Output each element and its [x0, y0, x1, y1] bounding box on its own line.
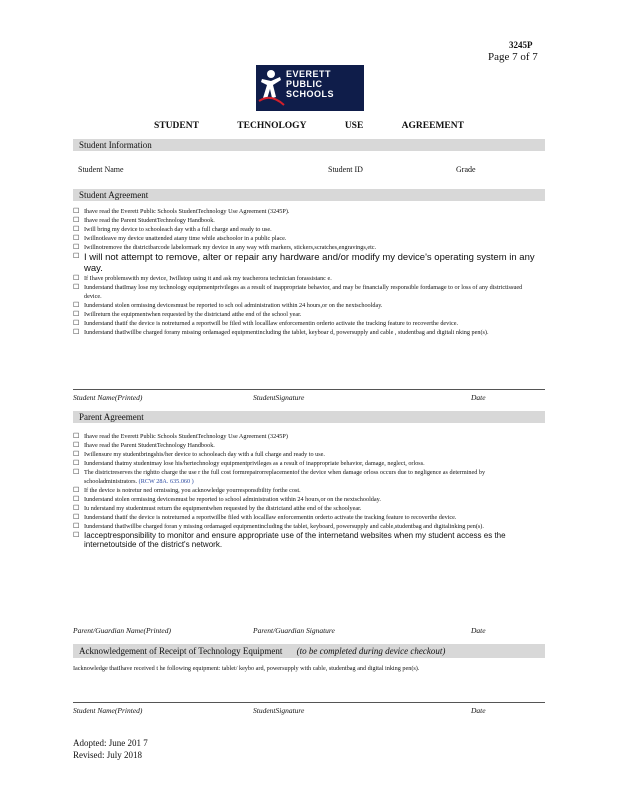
checkbox-icon[interactable]: ☐: [73, 274, 80, 282]
list-item: ☐ Iwill bring my device to schooleach day with a full charge and ready to use.: [73, 225, 272, 233]
revised-date: Revised: July 2018: [73, 750, 142, 760]
list-item: ☐ I will not attempt to remove, alter or repair any hardware and/or modify my device's operating system in any way.: [73, 252, 535, 274]
adopted-date: Adopted: June 201 7: [73, 738, 148, 748]
title-word-1: STUDENT: [154, 121, 199, 131]
section-student-information: Student Information: [73, 139, 545, 151]
list-item: ☐ Ihave read the Parent StudentTechnology Handbook.: [73, 441, 215, 449]
checkbox-icon[interactable]: ☐: [73, 468, 80, 476]
acknowledgement-note: (to be completed during device checkout): [296, 646, 446, 656]
checkbox-icon[interactable]: ☐: [73, 234, 80, 242]
checkbox-icon[interactable]: ☐: [73, 522, 80, 530]
logo-line-3: SCHOOLS: [286, 89, 335, 99]
section-student-agreement: Student Agreement: [73, 189, 545, 201]
checkbox-icon[interactable]: ☐: [73, 216, 80, 224]
acknowledgement-heading: Acknowledgement of Receipt of Technology Equipment: [79, 646, 283, 656]
person-figure-icon: [256, 65, 286, 111]
title-word-2: TECHNOLOGY: [237, 121, 307, 131]
grade-label: Grade: [456, 165, 476, 174]
list-item: ☐ Ihave read the Everett Public Schools StudentTechnology Use Agreement (3245P): [73, 432, 288, 440]
district-logo: [256, 65, 364, 111]
checkbox-icon[interactable]: ☐: [73, 310, 80, 318]
ack-date-label: Date: [471, 706, 486, 715]
checkbox-icon[interactable]: ☐: [73, 450, 80, 458]
checkbox-icon[interactable]: ☐: [73, 225, 80, 233]
list-item: ☐ Iwillensure my studentbringshis/her device to schooleach day with a full charge and ready to use.: [73, 450, 325, 458]
section-parent-agreement: Parent Agreement: [73, 411, 545, 423]
checkbox-icon[interactable]: ☐: [73, 459, 80, 467]
checkbox-icon[interactable]: ☐: [73, 504, 80, 512]
parent-agreement-list: [73, 432, 538, 549]
checkbox-icon[interactable]: ☐: [73, 441, 80, 449]
policy-code: 3245P: [509, 40, 533, 50]
list-item: ☐ Iacceptresponsibility to monitor and ensure appropriate use of the internetand websites when my student access es the internetoutside of the district's network.: [73, 531, 506, 549]
list-item: ☐ If the device is notretur ned ormissing, you acknowledge yourresponsibility forthe cost.: [73, 486, 301, 494]
ack-name-printed-label: Student Name(Printed): [73, 706, 143, 715]
rcw-reference-link[interactable]: (RCW 28A. 635.060 ): [138, 478, 194, 485]
list-item: ☐ Iunderstand stolen ormissing devicesmust be reported to school administration within 24 hours,or on the nextschoolday.: [73, 495, 381, 503]
list-item: ☐ Ihave read the Everett Public Schools StudentTechnology Use Agreement (3245P).: [73, 207, 290, 215]
list-item: ☐ Iunderstand thatif the device is notreturned a reportwill be filed with localllaw enforcementin orderto activate the tracking feature to recoverthe device.: [73, 319, 459, 327]
page-number: Page 7 of 7: [488, 51, 538, 63]
checkbox-icon[interactable]: ☐: [73, 495, 80, 503]
list-item: ☐ Iunderstand thatIwillbe charged foran y missing ordamaged equipmentincluding the tablet, keyboard, powersupply and cable,studentbag and digitalinking pen(s).: [73, 522, 484, 530]
acknowledgement-signature-line[interactable]: [73, 702, 545, 703]
list-item: ☐ Ihave read the Parent StudentTechnology Handbook.: [73, 216, 215, 224]
title-word-4: AGREEMENT: [401, 121, 464, 131]
student-signature-line[interactable]: [73, 389, 545, 390]
list-item: ☐ Iunderstand thatIwillbe charged forany missing ordamaged equipmentincluding the tablet, keyboar d, powersupply and cable , studentbag and digitali nking pen(s).: [73, 328, 489, 336]
checkbox-icon[interactable]: ☐: [73, 513, 80, 521]
list-item: ☐ Iwillreturn the equipmentwhen requested by the districtand atthe end of the school year.: [73, 310, 302, 318]
list-item: ☐ Iwillnotremove the districtbarcode labelormark my device in any way with markers, stickers,scratches,engravings,etc.: [73, 243, 377, 251]
checkbox-icon[interactable]: ☐: [73, 486, 80, 494]
student-signature-label: StudentSignature: [253, 393, 305, 402]
checkbox-icon[interactable]: ☐: [73, 531, 80, 539]
section-acknowledgement: [73, 644, 545, 658]
student-name-printed-label: Student Name(Printed): [73, 393, 143, 402]
logo-line-2: PUBLIC: [286, 79, 323, 89]
acknowledgement-text: Iacknowledge thatIhave received t he following equipment: tablet/ keybo ard, powersupply with cable, studentbag and digital inking pen(s).: [73, 665, 420, 672]
list-item: ☐ Iu nderstand my studentmust return the equipmentwhen requested by the districtand atthe end of the schoolyear.: [73, 504, 362, 512]
ack-signature-label: StudentSignature: [253, 706, 305, 715]
checkbox-icon[interactable]: ☐: [73, 432, 80, 440]
checkbox-icon[interactable]: ☐: [73, 319, 80, 327]
logo-line-1: EVERETT: [286, 69, 332, 79]
title-word-3: USE: [344, 121, 364, 131]
document-title: [0, 121, 618, 131]
checkbox-icon[interactable]: ☐: [73, 252, 80, 260]
list-item: ☐ Iunderstand stolen ormissing devicesmust be reported to sch ool administration within 24 hours,or on the nextschoolday.: [73, 301, 383, 309]
checkbox-icon[interactable]: ☐: [73, 283, 80, 291]
parent-name-printed-label: Parent/Guardian Name(Printed): [73, 626, 171, 635]
checkbox-icon[interactable]: ☐: [73, 301, 80, 309]
student-agreement-list: [73, 207, 538, 337]
list-item: ☐ Iunderstand thatImay lose my technology equipmentprivileges as a result of inappropriate behavior, and may be financially responsible fordamage to or loss of any districtissued device.: [73, 283, 523, 300]
list-item: ☐ Iunderstand thatmy studentmay lose his/hertechnology equipmentprivileges as a result of inappropriate behavior, damage, neglect, orloss.: [73, 459, 425, 467]
list-item: ☐ Iunderstand thatif the device is notreturned a reportwillbe filed with localllaw enforcementin orderto activate the tracking feature to recoverthe device.: [73, 513, 457, 521]
student-id-label: Student ID: [328, 165, 363, 174]
list-item: ☐ The districtreserves the rightto charge the use r the full cost formrepairorreplacementof the device when damage orloss occurs due to negligence as determined by schooladministrators. (RCW 28A. 635.060 ): [73, 468, 486, 485]
checkbox-icon[interactable]: ☐: [73, 243, 80, 251]
parent-date-label: Date: [471, 626, 486, 635]
list-item: ☐ If Ihave problemswith my device, Iwillstop using it and ask my teacherora technician forassistanc e.: [73, 274, 332, 282]
checkbox-icon[interactable]: ☐: [73, 328, 80, 336]
parent-signature-label: Parent/Guardian Signature: [253, 626, 335, 635]
student-date-label: Date: [471, 393, 486, 402]
student-name-label: Student Name: [78, 165, 124, 174]
list-item: ☐ Iwillnotleave my device unattended atany time while atschoolor in a public place.: [73, 234, 287, 242]
checkbox-icon[interactable]: ☐: [73, 207, 80, 215]
